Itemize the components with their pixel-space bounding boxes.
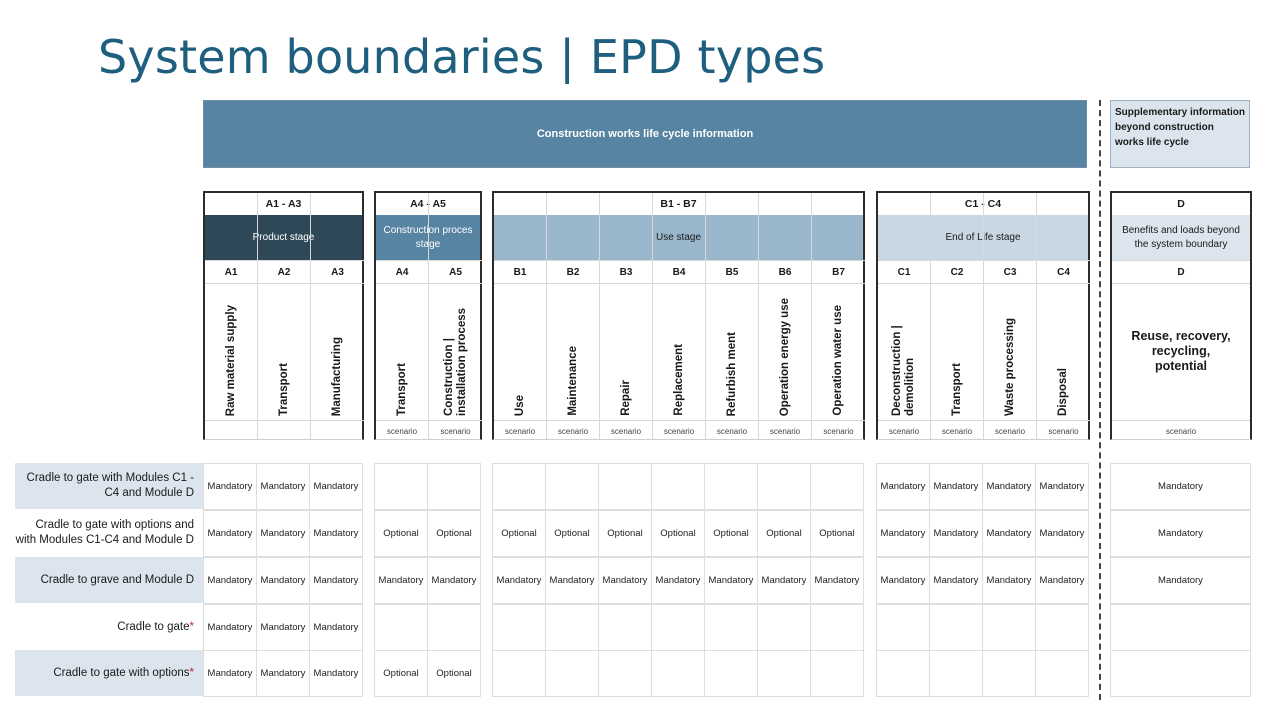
- module-name-cell: [1037, 282, 1090, 420]
- module-name: Operation water use: [832, 305, 844, 416]
- module-name-cell: [429, 282, 482, 420]
- matrix-cell: Mandatory: [309, 604, 363, 651]
- scenario-label: scenario: [547, 420, 599, 441]
- module-code: B7: [812, 260, 865, 284]
- matrix-cell: [982, 604, 1036, 651]
- row-label: [15, 463, 203, 509]
- module-name-cell: [494, 282, 546, 420]
- matrix-cell: Mandatory: [1110, 557, 1251, 604]
- matrix-cell: Optional: [704, 510, 758, 557]
- module-name: Disposal: [1057, 368, 1069, 416]
- scenario-label: scenario: [984, 420, 1036, 441]
- module-code: A5: [429, 260, 482, 284]
- matrix-cell: Optional: [427, 650, 481, 697]
- matrix-cell: [982, 650, 1036, 697]
- scenario-label: scenario: [653, 420, 705, 441]
- matrix-cell: [810, 604, 864, 651]
- scenario-label: scenario: [494, 420, 546, 441]
- matrix-cell: Optional: [427, 510, 481, 557]
- scenario-label: [205, 420, 257, 441]
- module-name-cell: [547, 282, 599, 420]
- matrix-cell: [757, 650, 811, 697]
- module-name-cell: [931, 282, 983, 420]
- matrix-cell: Mandatory: [309, 510, 363, 557]
- module-code: A2: [258, 260, 310, 284]
- module-code: D: [1112, 260, 1250, 284]
- matrix-cell: Mandatory: [1035, 557, 1089, 604]
- matrix-cell: [651, 650, 705, 697]
- matrix-cell: [876, 650, 930, 697]
- group-range-label: B1 - B7: [494, 193, 863, 216]
- matrix-cell: Mandatory: [1110, 463, 1251, 510]
- matrix-cell: Mandatory: [203, 463, 257, 510]
- matrix-cell: Mandatory: [427, 557, 481, 604]
- module-code: B6: [759, 260, 811, 284]
- matrix-cell: [810, 650, 864, 697]
- scenario-label: [311, 420, 364, 441]
- module-code: C1: [878, 260, 930, 284]
- module-group-a1-a3: [203, 191, 364, 440]
- module-code: B4: [653, 260, 705, 284]
- matrix-cell: [492, 650, 546, 697]
- module-group-c1-c4: [876, 191, 1090, 440]
- matrix-cell: Mandatory: [757, 557, 811, 604]
- matrix-cell: Mandatory: [651, 557, 705, 604]
- matrix-cell: Mandatory: [876, 557, 930, 604]
- stage-label: Use stage: [494, 215, 863, 260]
- matrix-cell: Mandatory: [203, 650, 257, 697]
- matrix-cell: Optional: [374, 510, 428, 557]
- matrix-cell: [810, 463, 864, 510]
- matrix-cell: Optional: [545, 510, 599, 557]
- matrix-cell: [1035, 604, 1089, 651]
- matrix-cell: [757, 604, 811, 651]
- module-code: B1: [494, 260, 546, 284]
- matrix-cell: [598, 650, 652, 697]
- asterisk-marker: *: [189, 620, 194, 633]
- module-name-cell: [706, 282, 758, 420]
- row-label-text: Cradle to gate with options and with Modules C1-C4 and Module D: [15, 519, 194, 546]
- matrix-cell: Mandatory: [810, 557, 864, 604]
- matrix-cell: Mandatory: [982, 510, 1036, 557]
- matrix-cell: Mandatory: [929, 510, 983, 557]
- matrix-cell: [1035, 650, 1089, 697]
- stage-label: Construction proces stage: [376, 215, 480, 260]
- matrix-cell: [598, 604, 652, 651]
- module-name-cell: [878, 282, 930, 420]
- scenario-label: scenario: [759, 420, 811, 441]
- row-label: [15, 650, 203, 696]
- module-code: B3: [600, 260, 652, 284]
- matrix-cell: Mandatory: [309, 557, 363, 604]
- module-name: Reuse, recovery, recycling, potential: [1131, 328, 1231, 373]
- stage-label: End of Life stage: [878, 215, 1088, 260]
- matrix-cell: Mandatory: [876, 463, 930, 510]
- scenario-label: [258, 420, 310, 441]
- module-name-cell: [311, 282, 364, 420]
- matrix-cell: Optional: [651, 510, 705, 557]
- module-name: Use: [513, 394, 526, 416]
- module-group-d: [1110, 191, 1252, 440]
- module-code: C3: [984, 260, 1036, 284]
- module-code: C2: [931, 260, 983, 284]
- module-name-cell: [376, 282, 428, 420]
- matrix-cell: Mandatory: [203, 557, 257, 604]
- module-code: A3: [311, 260, 364, 284]
- matrix-cell: Mandatory: [492, 557, 546, 604]
- module-name: Transport: [950, 362, 963, 416]
- row-label-text: Cradle to gate: [117, 620, 190, 633]
- module-name: Maintenance: [566, 346, 579, 416]
- supplementary-info-box: Supplementary information beyond construction works life cycle: [1110, 100, 1250, 168]
- matrix-cell: Mandatory: [256, 510, 310, 557]
- module-name-cell: [205, 282, 257, 420]
- matrix-cell: Mandatory: [704, 557, 758, 604]
- matrix-cell: Mandatory: [929, 557, 983, 604]
- matrix-cell: Optional: [810, 510, 864, 557]
- matrix-cell: Mandatory: [256, 463, 310, 510]
- matrix-cell: Mandatory: [598, 557, 652, 604]
- module-name-cell: [984, 282, 1036, 420]
- scenario-label: scenario: [600, 420, 652, 441]
- boundary-divider: [1099, 100, 1101, 700]
- module-group-a4-a5: [374, 191, 482, 440]
- scenario-label: scenario: [376, 420, 428, 441]
- matrix-cell: [492, 463, 546, 510]
- module-name: Waste processing: [1003, 318, 1016, 416]
- matrix-cell: Optional: [598, 510, 652, 557]
- matrix-cell: [374, 463, 428, 510]
- module-code: B2: [547, 260, 599, 284]
- matrix-cell: Optional: [492, 510, 546, 557]
- matrix-cell: [374, 604, 428, 651]
- matrix-cell: [704, 463, 758, 510]
- matrix-cell: [545, 463, 599, 510]
- module-name: Repair: [619, 380, 632, 416]
- matrix-cell: [427, 463, 481, 510]
- scenario-label: scenario: [429, 420, 482, 441]
- stage-label: Benefits and loads beyond the system boundary: [1112, 215, 1250, 260]
- module-name-cell: [600, 282, 652, 420]
- stage-label: Product stage: [205, 215, 362, 260]
- scenario-label: scenario: [878, 420, 930, 441]
- matrix-cell: Mandatory: [203, 510, 257, 557]
- matrix-cell: Optional: [374, 650, 428, 697]
- group-range-label: A1 - A3: [205, 193, 362, 216]
- asterisk-marker: *: [189, 666, 194, 679]
- life-cycle-banner: Construction works life cycle information: [203, 100, 1087, 168]
- module-group-b1-b7: [492, 191, 865, 440]
- module-code: A4: [376, 260, 428, 284]
- matrix-cell: Mandatory: [256, 604, 310, 651]
- module-name: Operation energy use: [778, 297, 791, 416]
- matrix-cell: Mandatory: [309, 650, 363, 697]
- matrix-cell: [598, 463, 652, 510]
- matrix-cell: Mandatory: [1110, 510, 1251, 557]
- matrix-cell: [929, 604, 983, 651]
- group-range-label: C1 - C4: [878, 193, 1088, 216]
- matrix-cell: [929, 650, 983, 697]
- matrix-cell: [427, 604, 481, 651]
- module-code: C4: [1037, 260, 1090, 284]
- scenario-label: scenario: [812, 420, 865, 441]
- row-label-text: Cradle to gate with options: [53, 666, 190, 679]
- scenario-label: scenario: [1037, 420, 1090, 441]
- matrix-cell: Mandatory: [256, 650, 310, 697]
- matrix-cell: [704, 650, 758, 697]
- matrix-cell: [492, 604, 546, 651]
- module-name: Transport: [395, 362, 408, 416]
- scenario-label: scenario: [1112, 420, 1250, 441]
- matrix-cell: [651, 463, 705, 510]
- matrix-cell: Mandatory: [309, 463, 363, 510]
- matrix-cell: [757, 463, 811, 510]
- matrix-cell: Mandatory: [982, 463, 1036, 510]
- matrix-cell: Mandatory: [545, 557, 599, 604]
- module-name: Raw material supply: [224, 304, 237, 416]
- row-label-text: Cradle to grave and Module D: [40, 573, 194, 586]
- matrix-cell: [651, 604, 705, 651]
- group-range-label: A4 - A5: [376, 193, 480, 216]
- module-name-cell: [759, 282, 811, 420]
- matrix-cell: Mandatory: [929, 463, 983, 510]
- row-label: [15, 557, 203, 603]
- matrix-cell: Mandatory: [1035, 463, 1089, 510]
- group-range-label: D: [1112, 193, 1250, 216]
- matrix-cell: [1110, 604, 1251, 651]
- matrix-cell: [545, 650, 599, 697]
- scenario-label: scenario: [931, 420, 983, 441]
- module-name: Manufacturing: [331, 336, 343, 416]
- matrix-cell: Mandatory: [982, 557, 1036, 604]
- row-label: [15, 510, 203, 556]
- matrix-cell: Mandatory: [374, 557, 428, 604]
- module-name: Refurbish ment: [725, 331, 738, 416]
- module-name-cell: [653, 282, 705, 420]
- scenario-label: scenario: [706, 420, 758, 441]
- page-title: System boundaries | EPD types: [98, 30, 826, 84]
- row-label: [15, 604, 203, 650]
- module-name: Transport: [277, 362, 290, 416]
- module-name: Construction | installation process: [442, 307, 468, 416]
- matrix-cell: Mandatory: [256, 557, 310, 604]
- matrix-cell: Mandatory: [203, 604, 257, 651]
- matrix-cell: [1110, 650, 1251, 697]
- module-name-cell: [258, 282, 310, 420]
- matrix-cell: Mandatory: [1035, 510, 1089, 557]
- matrix-cell: [704, 604, 758, 651]
- matrix-cell: [876, 604, 930, 651]
- module-code: A1: [205, 260, 257, 284]
- matrix-cell: Optional: [757, 510, 811, 557]
- module-name: Deconstruction | demolition: [891, 325, 916, 416]
- matrix-cell: Mandatory: [876, 510, 930, 557]
- matrix-cell: [545, 604, 599, 651]
- module-code: B5: [706, 260, 758, 284]
- row-label-text: Cradle to gate with Modules C1 - C4 and Module D: [26, 472, 194, 499]
- module-name-cell: [812, 282, 865, 420]
- module-name: Replacement: [672, 344, 685, 416]
